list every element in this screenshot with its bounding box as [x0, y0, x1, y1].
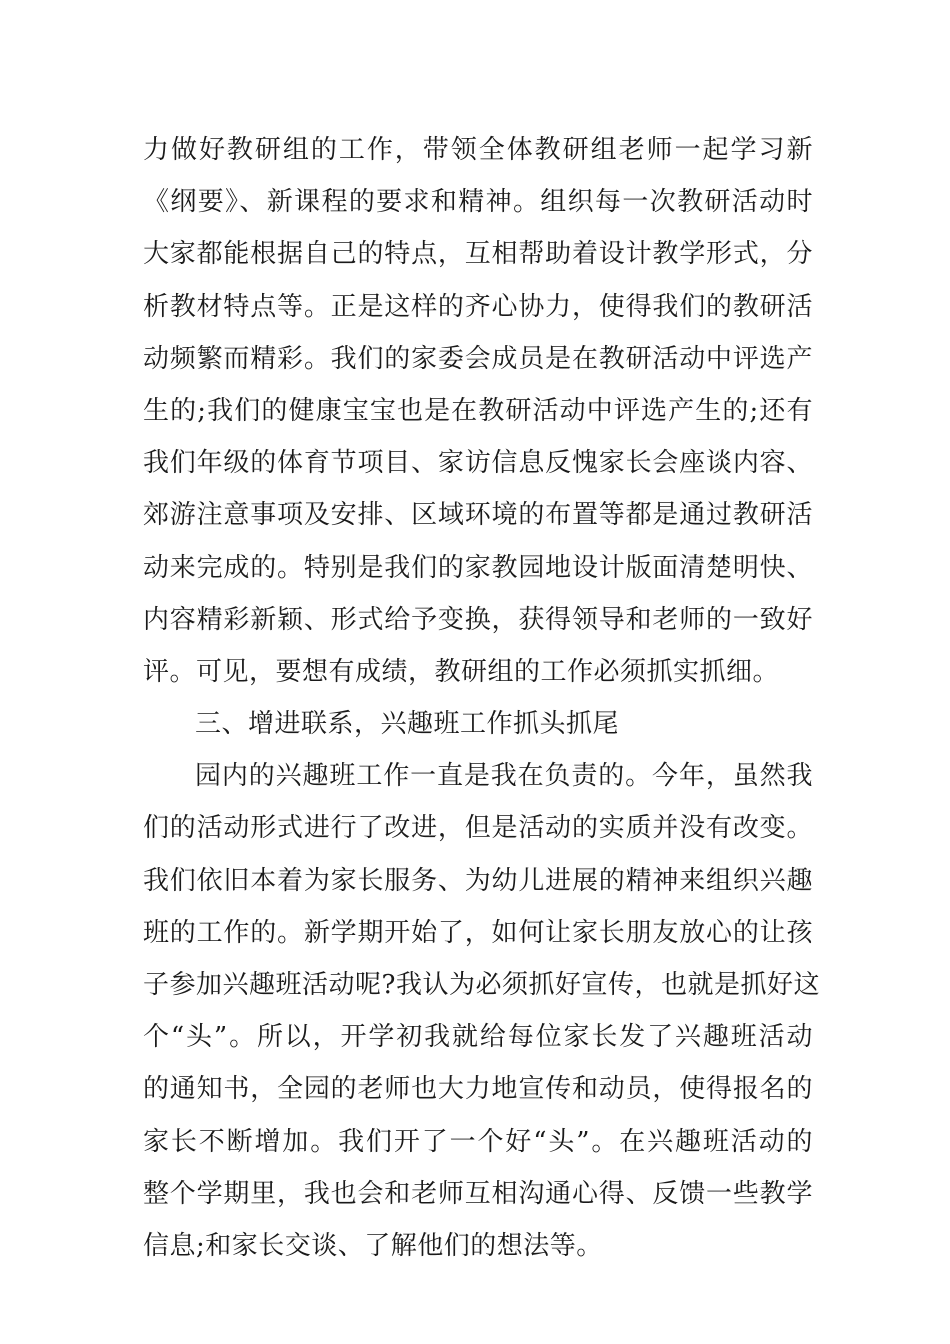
paragraph-line: 郊游注意事项及安排、区域环境的布置等都是通过教研活 [143, 500, 813, 531]
paragraph-line: 生的;我们的健康宝宝也是在教研活动中评选产生的;还有 [143, 395, 813, 426]
paragraph-line: 园内的兴趣班工作一直是我在负责的。今年，虽然我 [195, 761, 813, 792]
paragraph-line: 内容精彩新颖、形式给予变换，获得领导和老师的一致好 [143, 604, 813, 635]
paragraph-line: 子参加兴趣班活动呢?我认为必须抓好宣传，也就是抓好这 [143, 970, 820, 1000]
paragraph-line: 我们依旧本着为家长服务、为幼儿进展的精神来组织兴趣 [143, 865, 813, 896]
paragraph-line: 《纲要》、新课程的要求和精神。组织每一次教研活动时 [143, 187, 813, 218]
paragraph-line: 个“头”。所以，开学初我就给每位家长发了兴趣班活动 [143, 1022, 813, 1053]
paragraph-line: 的通知书，全园的老师也大力地宣传和动员，使得报名的 [143, 1074, 813, 1105]
paragraph-line: 班的工作的。新学期开始了，如何让家长朋友放心的让孩 [143, 917, 813, 948]
paragraph-line: 我们年级的体育节项目、家访信息反愧家长会座谈内容、 [143, 448, 813, 479]
paragraph-line: 信息;和家长交谈、了解他们的想法等。 [143, 1230, 603, 1261]
paragraph-line: 动来完成的。特别是我们的家教园地设计版面清楚明快、 [143, 552, 813, 583]
paragraph-line: 们的活动形式进行了改进，但是活动的实质并没有改变。 [143, 813, 813, 844]
paragraph-line: 动频繁而精彩。我们的家委会成员是在教研活动中评选产 [143, 343, 813, 374]
section-heading: 三、增进联系，兴趣班工作抓头抓尾 [195, 709, 620, 740]
document-body [143, 124, 820, 1272]
paragraph-line: 力做好教研组的工作，带领全体教研组老师一起学习新 [143, 135, 813, 165]
paragraph-line: 大家都能根据自己的特点，互相帮助着设计教学形式，分 [143, 239, 813, 270]
paragraph-line: 整个学期里，我也会和老师互相沟通心得、反馈一些教学 [143, 1178, 813, 1209]
paragraph-line: 评。可见，要想有成绩，教研组的工作必须抓实抓细。 [143, 656, 780, 687]
paragraph-line: 析教材特点等。正是这样的齐心协力，使得我们的教研活 [143, 291, 813, 322]
paragraph-line: 家长不断增加。我们开了一个好“头”。在兴趣班活动的 [143, 1126, 813, 1157]
